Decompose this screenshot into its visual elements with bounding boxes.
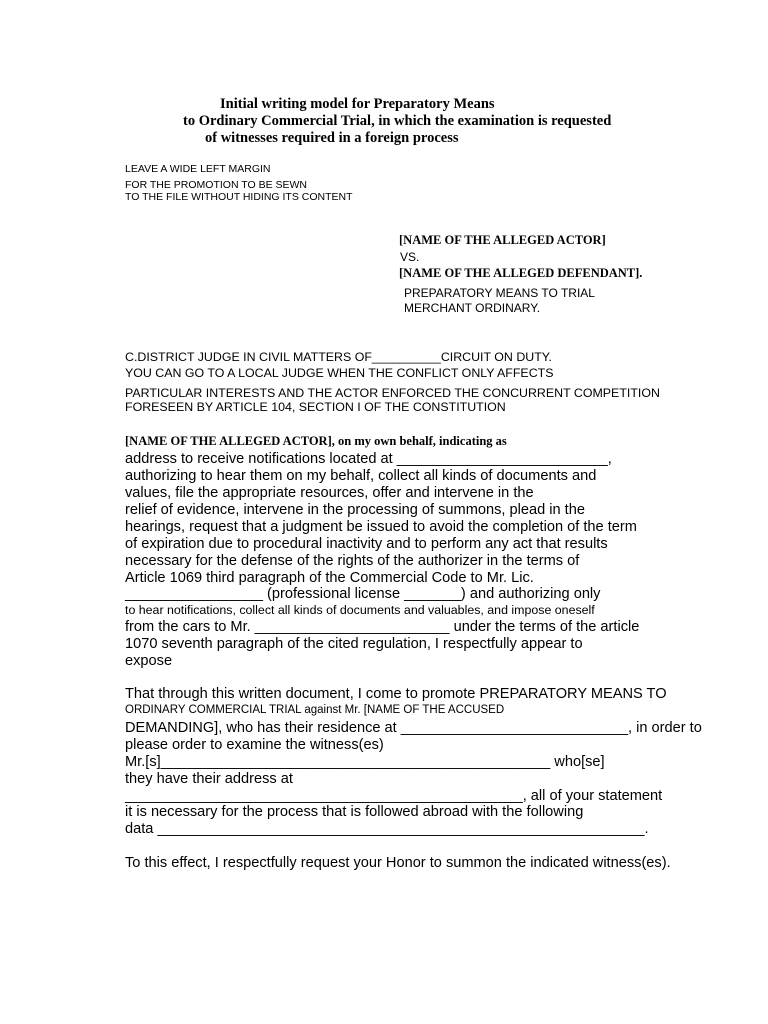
- paragraph-1-line: Article 1069 third paragraph of the Commercial Code to Mr. Lic.: [125, 570, 534, 586]
- margin-note-line-2: FOR THE PROMOTION TO BE SEWN: [125, 179, 308, 191]
- margin-note-line-1: LEAVE A WIDE LEFT MARGIN: [125, 163, 271, 175]
- caption-means-line-1: PREPARATORY MEANS TO TRIAL: [404, 286, 595, 300]
- caption-actor: [NAME OF THE ALLEGED ACTOR]: [399, 233, 606, 247]
- paragraph-2-line-1: That through this written document, I come to promote PREPARATORY MEANS TO: [125, 686, 667, 702]
- paragraph-1-line: values, file the appropriate resources, offer and intervene in the: [125, 485, 534, 501]
- paragraph-2-line: _________________________________________________, all of your statement: [125, 788, 663, 804]
- caption-defendant: [NAME OF THE ALLEGED DEFENDANT].: [399, 266, 643, 280]
- addressee-line-1: C.DISTRICT JUDGE IN CIVIL MATTERS OF__________CIRCUIT ON DUTY.: [125, 350, 552, 364]
- document-title-line-1: Initial writing model for Preparatory Means: [220, 96, 495, 112]
- paragraph-2-line: data ____________________________________________________________.: [125, 821, 649, 837]
- paragraph-2-line: it is necessary for the process that is followed abroad with the following: [125, 804, 584, 820]
- margin-note-line-3: TO THE FILE WITHOUT HIDING ITS CONTENT: [125, 191, 353, 203]
- paragraph-1-small-line: to hear notifications, collect all kinds of documents and valuables, and impose oneself: [125, 603, 595, 617]
- addressee-line-2: YOU CAN GO TO A LOCAL JUDGE WHEN THE CONFLICT ONLY AFFECTS: [125, 366, 554, 380]
- addressee-line-4: FORESEEN BY ARTICLE 104, SECTION I OF THE CONSTITUTION: [125, 400, 506, 414]
- paragraph-1-line: hearings, request that a judgment be issued to avoid the completion of the term: [125, 519, 637, 535]
- paragraph-2-small-line: ORDINARY COMMERCIAL TRIAL against Mr. [NAME OF THE ACCUSED: [125, 704, 505, 716]
- addressee-line-3: PARTICULAR INTERESTS AND THE ACTOR ENFORCED THE CONCURRENT COMPETITION: [125, 386, 660, 400]
- paragraph-1-line: address to receive notifications located at __________________________,: [125, 451, 612, 467]
- document-title-line-3: of witnesses required in a foreign process: [205, 130, 459, 146]
- paragraph-1-line: expose: [125, 653, 173, 669]
- paragraph-1-lead: [NAME OF THE ALLEGED ACTOR], on my own behalf, indicating as: [125, 434, 507, 448]
- paragraph-2-line: please order to examine the witness(es): [125, 737, 384, 753]
- paragraph-1-line: authorizing to hear them on my behalf, collect all kinds of documents and: [125, 468, 597, 484]
- caption-vs: VS.: [400, 250, 420, 264]
- document-title-line-2: to Ordinary Commercial Trial, in which the examination is requested: [183, 113, 612, 129]
- paragraph-1-line: necessary for the defense of the rights of the authorizer in the terms of: [125, 553, 580, 569]
- paragraph-1-line: from the cars to Mr. ________________________ under the terms of the article: [125, 619, 640, 635]
- caption-means-line-2: MERCHANT ORDINARY.: [404, 301, 541, 315]
- paragraph-1-line: of expiration due to procedural inactivity and to perform any act that results: [125, 536, 608, 552]
- paragraph-2-line: DEMANDING], who has their residence at ____________________________, in order to: [125, 720, 702, 736]
- closing-request: To this effect, I respectfully request your Honor to summon the indicated witness(es).: [125, 855, 671, 871]
- paragraph-1-line: relief of evidence, intervene in the processing of summons, plead in the: [125, 502, 585, 518]
- paragraph-1-line: _________________ (professional license _______) and authorizing only: [125, 586, 601, 602]
- paragraph-2-line: Mr.[s]________________________________________________ who[se]: [125, 754, 605, 770]
- paragraph-1-line: 1070 seventh paragraph of the cited regulation, I respectfully appear to: [125, 636, 583, 652]
- paragraph-2-line: they have their address at: [125, 771, 293, 787]
